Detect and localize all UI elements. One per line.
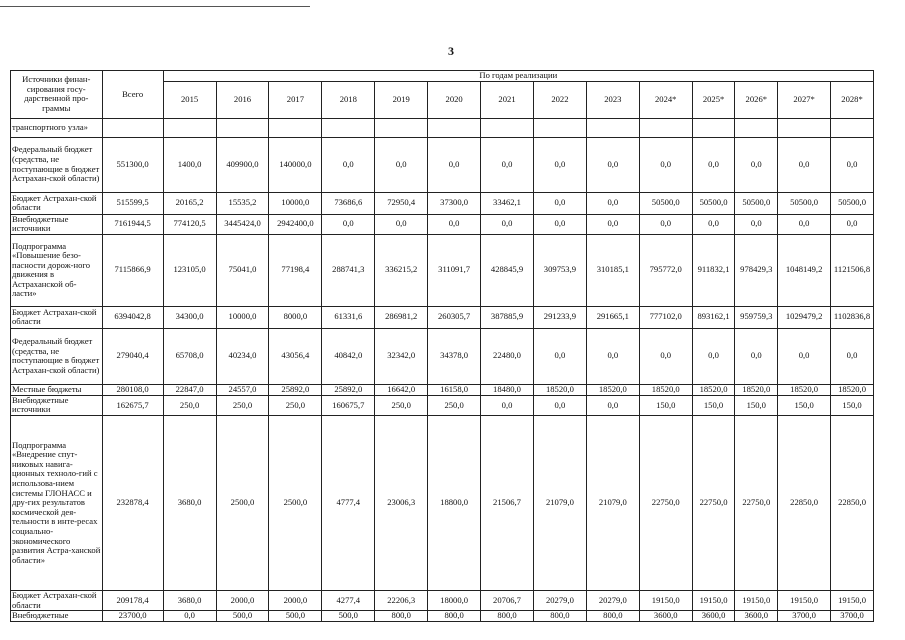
value-cell: 150,0 [692,395,735,415]
value-cell: 50500,0 [692,192,735,214]
value-cell: 800,0 [428,611,481,622]
value-cell: 123105,0 [163,234,216,306]
header-years-title: По годам реализации [163,71,873,82]
value-cell: 150,0 [778,395,831,415]
total-cell: 23700,0 [102,611,163,622]
value-cell: 500,0 [216,611,269,622]
value-cell: 0,0 [322,214,375,234]
value-cell [481,118,534,137]
year-header: 2019 [375,81,428,118]
source-cell: Федеральный бюджет (средства, не поступающие в бюджет Астрахан-ской области) [11,328,103,384]
value-cell: 0,0 [735,137,778,192]
value-cell: 34300,0 [163,306,216,328]
value-cell: 18520,0 [639,384,692,395]
value-cell: 0,0 [586,328,639,384]
value-cell: 40234,0 [216,328,269,384]
value-cell: 18480,0 [481,384,534,395]
total-cell: 551300,0 [102,137,163,192]
year-header: 2024* [639,81,692,118]
value-cell: 50500,0 [778,192,831,214]
value-cell: 32342,0 [375,328,428,384]
value-cell: 3445424,0 [216,214,269,234]
total-cell: 279040,4 [102,328,163,384]
value-cell: 0,0 [533,192,586,214]
value-cell: 22206,3 [375,590,428,610]
value-cell: 800,0 [375,611,428,622]
value-cell: 1102836,8 [831,306,874,328]
value-cell: 33462,1 [481,192,534,214]
value-cell: 19150,0 [639,590,692,610]
value-cell: 800,0 [533,611,586,622]
value-cell: 311091,7 [428,234,481,306]
value-cell [586,118,639,137]
value-cell: 19150,0 [831,590,874,610]
value-cell [163,118,216,137]
value-cell: 0,0 [831,137,874,192]
year-header: 2017 [269,81,322,118]
value-cell: 1400,0 [163,137,216,192]
value-cell: 22750,0 [692,415,735,590]
value-cell: 978429,3 [735,234,778,306]
value-cell: 0,0 [481,137,534,192]
source-cell: Бюджет Астрахан-ской области [11,590,103,610]
value-cell: 40842,0 [322,328,375,384]
value-cell: 2942400,0 [269,214,322,234]
value-cell [322,118,375,137]
value-cell: 291665,1 [586,306,639,328]
value-cell [735,118,778,137]
year-header: 2023 [586,81,639,118]
value-cell: 0,0 [778,137,831,192]
value-cell: 77198,4 [269,234,322,306]
source-cell: Подпрограмма «Внедрение спут-никовых навига-ционных техноло-гий с использова-нием системы ГЛОНАСС и дру-гих результатов космической дея-тельности в инте-ресах социально-экономического развития Астра-ханской области» [11,415,103,590]
total-cell: 162675,7 [102,395,163,415]
value-cell: 140000,0 [269,137,322,192]
value-cell: 387885,9 [481,306,534,328]
total-cell: 515599,5 [102,192,163,214]
value-cell: 0,0 [533,395,586,415]
value-cell: 0,0 [778,328,831,384]
table-row [11,384,874,395]
value-cell: 18520,0 [831,384,874,395]
value-cell: 0,0 [586,137,639,192]
value-cell [639,118,692,137]
value-cell: 800,0 [586,611,639,622]
value-cell: 65708,0 [163,328,216,384]
value-cell: 50500,0 [831,192,874,214]
value-cell: 2000,0 [269,590,322,610]
header-source: Источники финан-сирования госу-дарственной про-граммы [11,71,103,119]
source-cell: Внебюджетные источники [11,214,103,234]
value-cell: 336215,2 [375,234,428,306]
value-cell [375,118,428,137]
value-cell: 22750,0 [735,415,778,590]
value-cell: 0,0 [428,137,481,192]
value-cell: 250,0 [163,395,216,415]
value-cell: 8000,0 [269,306,322,328]
table-row [11,611,874,622]
year-header: 2020 [428,81,481,118]
total-cell: 232878,4 [102,415,163,590]
value-cell: 61331,6 [322,306,375,328]
total-cell: 6394042,8 [102,306,163,328]
year-header: 2015 [163,81,216,118]
value-cell: 4777,4 [322,415,375,590]
value-cell: 0,0 [831,214,874,234]
value-cell: 22850,0 [831,415,874,590]
source-cell: Подпрограмма «Повышение безо-пасности дорож-ного движения в Астраханской об-ласти» [11,234,103,306]
year-header: 2028* [831,81,874,118]
value-cell [533,118,586,137]
value-cell: 0,0 [735,214,778,234]
value-cell: 3700,0 [831,611,874,622]
value-cell: 260305,7 [428,306,481,328]
value-cell: 150,0 [831,395,874,415]
value-cell [831,118,874,137]
year-header: 2027* [778,81,831,118]
value-cell: 0,0 [735,328,778,384]
year-header: 2018 [322,81,375,118]
value-cell: 4277,4 [322,590,375,610]
value-cell: 3680,0 [163,415,216,590]
value-cell: 0,0 [586,192,639,214]
value-cell: 0,0 [533,137,586,192]
value-cell: 20279,0 [533,590,586,610]
value-cell: 22850,0 [778,415,831,590]
value-cell: 19150,0 [735,590,778,610]
value-cell: 22847,0 [163,384,216,395]
value-cell: 800,0 [481,611,534,622]
value-cell: 10000,0 [216,306,269,328]
value-cell: 3600,0 [692,611,735,622]
value-cell: 18520,0 [778,384,831,395]
value-cell: 21506,7 [481,415,534,590]
total-cell: 209178,4 [102,590,163,610]
value-cell: 893162,1 [692,306,735,328]
value-cell: 22480,0 [481,328,534,384]
source-cell: Внебюджетные [11,611,103,622]
value-cell: 16642,0 [375,384,428,395]
value-cell: 50500,0 [639,192,692,214]
value-cell: 34378,0 [428,328,481,384]
value-cell: 20279,0 [586,590,639,610]
value-cell: 0,0 [375,137,428,192]
value-cell: 0,0 [163,611,216,622]
value-cell: 23006,3 [375,415,428,590]
source-cell: Местные бюджеты [11,384,103,395]
value-cell: 25892,0 [322,384,375,395]
value-cell: 0,0 [322,137,375,192]
value-cell [428,118,481,137]
value-cell: 0,0 [428,214,481,234]
value-cell: 500,0 [269,611,322,622]
value-cell: 0,0 [778,214,831,234]
table-row [11,214,874,234]
value-cell: 1121506,8 [831,234,874,306]
value-cell: 2500,0 [269,415,322,590]
value-cell: 0,0 [375,214,428,234]
value-cell: 0,0 [639,328,692,384]
value-cell: 310185,1 [586,234,639,306]
value-cell: 150,0 [735,395,778,415]
value-cell: 22750,0 [639,415,692,590]
value-cell: 72950,4 [375,192,428,214]
table-row [11,306,874,328]
value-cell: 20165,2 [163,192,216,214]
value-cell: 959759,3 [735,306,778,328]
table-row [11,234,874,306]
value-cell: 21079,0 [533,415,586,590]
value-cell: 160675,7 [322,395,375,415]
value-cell: 1029479,2 [778,306,831,328]
value-cell: 75041,0 [216,234,269,306]
value-cell [778,118,831,137]
value-cell: 250,0 [428,395,481,415]
value-cell: 3680,0 [163,590,216,610]
value-cell: 0,0 [586,214,639,234]
page-number: 3 [448,44,454,58]
value-cell: 3700,0 [778,611,831,622]
value-cell: 795772,0 [639,234,692,306]
source-cell: Федеральный бюджет (средства, не поступающие в бюджет Астрахан-ской области) [11,137,103,192]
year-header: 2021 [481,81,534,118]
value-cell: 0,0 [533,214,586,234]
value-cell: 19150,0 [778,590,831,610]
value-cell: 3600,0 [735,611,778,622]
top-rule [0,6,310,7]
value-cell: 0,0 [639,214,692,234]
value-cell: 428845,9 [481,234,534,306]
value-cell: 288741,3 [322,234,375,306]
value-cell: 250,0 [216,395,269,415]
value-cell: 2000,0 [216,590,269,610]
value-cell: 43056,4 [269,328,322,384]
value-cell: 37300,0 [428,192,481,214]
source-cell: Внебюджетные источники [11,395,103,415]
value-cell: 18520,0 [692,384,735,395]
total-cell [102,118,163,137]
value-cell: 18520,0 [735,384,778,395]
value-cell: 3600,0 [639,611,692,622]
value-cell: 0,0 [639,137,692,192]
value-cell [269,118,322,137]
value-cell: 21079,0 [586,415,639,590]
value-cell: 18800,0 [428,415,481,590]
value-cell: 18000,0 [428,590,481,610]
value-cell: 25892,0 [269,384,322,395]
financing-table [10,70,874,622]
total-cell: 7115866,9 [102,234,163,306]
year-header: 2025* [692,81,735,118]
value-cell: 291233,9 [533,306,586,328]
value-cell: 911832,1 [692,234,735,306]
value-cell: 19150,0 [692,590,735,610]
value-cell: 18520,0 [533,384,586,395]
value-cell: 0,0 [692,214,735,234]
source-cell: Бюджет Астрахан-ской области [11,192,103,214]
value-cell: 286981,2 [375,306,428,328]
total-cell: 280108,0 [102,384,163,395]
value-cell: 0,0 [481,214,534,234]
year-header: 2022 [533,81,586,118]
value-cell: 73686,6 [322,192,375,214]
value-cell: 250,0 [375,395,428,415]
table-row [11,137,874,192]
value-cell: 18520,0 [586,384,639,395]
value-cell: 150,0 [639,395,692,415]
value-cell: 500,0 [322,611,375,622]
value-cell: 0,0 [831,328,874,384]
value-cell: 250,0 [269,395,322,415]
table-row [11,118,874,137]
value-cell: 409900,0 [216,137,269,192]
value-cell: 777102,0 [639,306,692,328]
value-cell: 0,0 [533,328,586,384]
value-cell [692,118,735,137]
value-cell: 16158,0 [428,384,481,395]
table-row [11,590,874,610]
value-cell: 15535,2 [216,192,269,214]
value-cell: 774120,5 [163,214,216,234]
table-row [11,192,874,214]
value-cell: 0,0 [692,328,735,384]
value-cell [216,118,269,137]
value-cell: 0,0 [692,137,735,192]
value-cell: 24557,0 [216,384,269,395]
value-cell: 0,0 [481,395,534,415]
table-row [11,328,874,384]
value-cell: 50500,0 [735,192,778,214]
source-cell: транспортного узла» [11,118,103,137]
total-cell: 7161944,5 [102,214,163,234]
year-header: 2026* [735,81,778,118]
value-cell: 0,0 [586,395,639,415]
year-header: 2016 [216,81,269,118]
source-cell: Бюджет Астрахан-ской области [11,306,103,328]
value-cell: 1048149,2 [778,234,831,306]
value-cell: 10000,0 [269,192,322,214]
table-row [11,395,874,415]
value-cell: 309753,9 [533,234,586,306]
value-cell: 20706,7 [481,590,534,610]
value-cell: 2500,0 [216,415,269,590]
table-row [11,415,874,590]
header-total: Всего [102,71,163,119]
